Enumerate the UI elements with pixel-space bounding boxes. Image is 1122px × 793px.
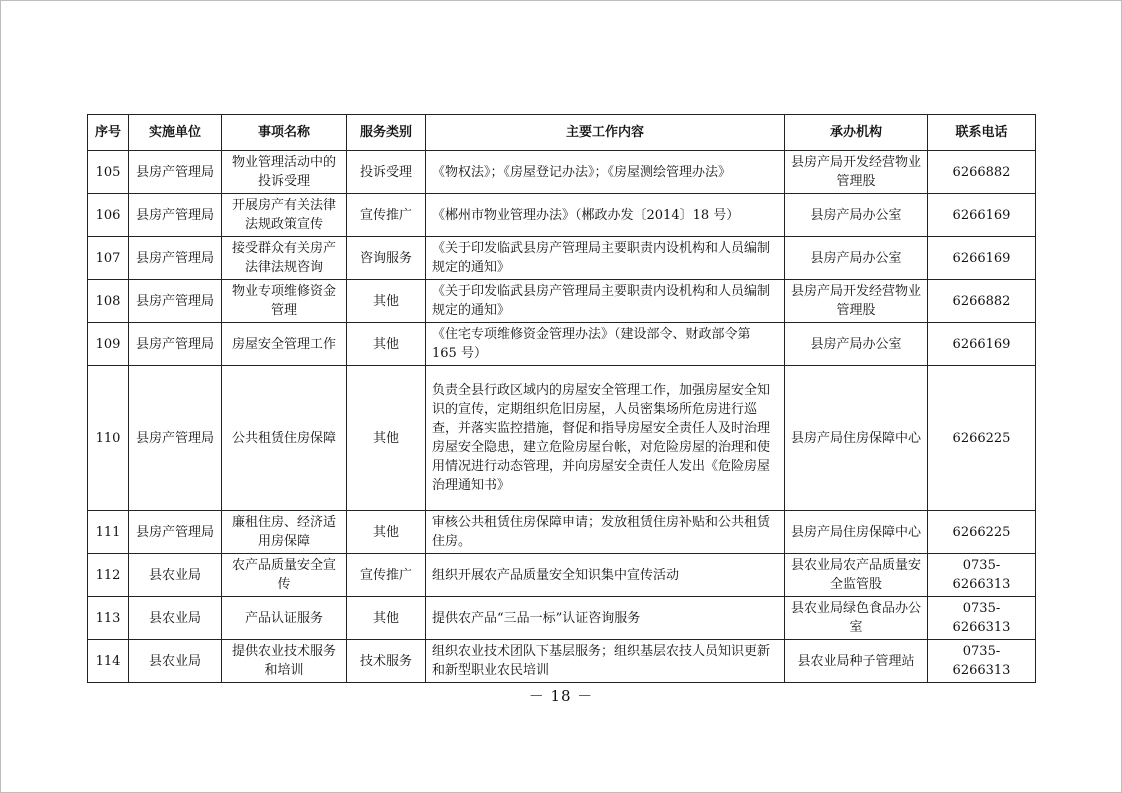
cell-content: 《物权法》；《房屋登记办法》；《房屋测绘管理办法》	[426, 151, 785, 194]
cell-org: 县农业局绿色食品办公室	[785, 597, 928, 640]
cell-item: 公共租赁住房保障	[222, 366, 347, 511]
cell-phone: 6266169	[928, 194, 1036, 237]
cell-unit: 县房产管理局	[129, 366, 222, 511]
cell-category: 投诉受理	[347, 151, 426, 194]
cell-item: 农产品质量安全宣传	[222, 554, 347, 597]
table-row	[88, 194, 1036, 237]
table-row	[88, 597, 1036, 640]
cell-org: 县房产局办公室	[785, 323, 928, 366]
header-item: 事项名称	[222, 115, 347, 151]
table-row	[88, 554, 1036, 597]
cell-no: 108	[88, 280, 129, 323]
cell-content: 《住宅专项维修资金管理办法》（建设部令、财政部令第 165 号）	[426, 323, 785, 366]
header-no: 序号	[88, 115, 129, 151]
cell-org: 县农业局农产品质量安全监管股	[785, 554, 928, 597]
cell-content: 组织农业技术团队下基层服务；组织基层农技人员知识更新和新型职业农民培训	[426, 640, 785, 683]
cell-unit: 县房产管理局	[129, 151, 222, 194]
cell-content: 《关于印发临武县房产管理局主要职责内设机构和人员编制规定的通知》	[426, 280, 785, 323]
table-row	[88, 323, 1036, 366]
header-phone: 联系电话	[928, 115, 1036, 151]
cell-org: 县房产局开发经营物业管理股	[785, 280, 928, 323]
table-row	[88, 511, 1036, 554]
service-table	[87, 114, 1036, 683]
cell-category: 其他	[347, 366, 426, 511]
cell-phone: 6266225	[928, 511, 1036, 554]
cell-category: 宣传推广	[347, 554, 426, 597]
cell-unit: 县房产管理局	[129, 323, 222, 366]
cell-category: 技术服务	[347, 640, 426, 683]
cell-phone: 6266169	[928, 237, 1036, 280]
cell-item: 房屋安全管理工作	[222, 323, 347, 366]
cell-item: 开展房产有关法律法规政策宣传	[222, 194, 347, 237]
cell-unit: 县房产管理局	[129, 280, 222, 323]
cell-content: 负责全县行政区域内的房屋安全管理工作，加强房屋安全知识的宣传，定期组织危旧房屋，人员密集场所危房进行巡查，并落实监控措施，督促和指导房屋安全责任人及时治理房屋安全隐患，建立危险房屋台帐，对危险房屋的治理和使用情况进行动态管理，并向房屋安全责任人发出《危险房屋治理通知书》	[426, 366, 785, 511]
cell-content: 审核公共租赁住房保障申请；发放租赁住房补贴和公共租赁住房。	[426, 511, 785, 554]
header-org: 承办机构	[785, 115, 928, 151]
cell-org: 县农业局种子管理站	[785, 640, 928, 683]
cell-unit: 县农业局	[129, 597, 222, 640]
cell-category: 其他	[347, 280, 426, 323]
cell-phone: 0735-6266313	[928, 597, 1036, 640]
cell-item: 接受群众有关房产法律法规咨询	[222, 237, 347, 280]
cell-category: 其他	[347, 511, 426, 554]
cell-no: 105	[88, 151, 129, 194]
table-row	[88, 280, 1036, 323]
cell-phone: 0735-6266313	[928, 554, 1036, 597]
table-row	[88, 151, 1036, 194]
table-row	[88, 237, 1036, 280]
cell-content: 《关于印发临武县房产管理局主要职责内设机构和人员编制规定的通知》	[426, 237, 785, 280]
cell-category: 咨询服务	[347, 237, 426, 280]
table-row	[88, 640, 1036, 683]
cell-org: 县房产局开发经营物业管理股	[785, 151, 928, 194]
cell-phone: 6266169	[928, 323, 1036, 366]
cell-no: 106	[88, 194, 129, 237]
cell-no: 112	[88, 554, 129, 597]
cell-org: 县房产局办公室	[785, 237, 928, 280]
cell-unit: 县农业局	[129, 640, 222, 683]
cell-org: 县房产局住房保障中心	[785, 366, 928, 511]
cell-no: 109	[88, 323, 129, 366]
header-unit: 实施单位	[129, 115, 222, 151]
cell-item: 廉租住房、经济适用房保障	[222, 511, 347, 554]
header-content: 主要工作内容	[426, 115, 785, 151]
cell-unit: 县房产管理局	[129, 511, 222, 554]
cell-no: 107	[88, 237, 129, 280]
cell-no: 114	[88, 640, 129, 683]
cell-item: 物业管理活动中的投诉受理	[222, 151, 347, 194]
table-row	[88, 366, 1036, 511]
cell-no: 110	[88, 366, 129, 511]
cell-phone: 6266225	[928, 366, 1036, 511]
cell-unit: 县房产管理局	[129, 194, 222, 237]
cell-category: 宣传推广	[347, 194, 426, 237]
cell-phone: 6266882	[928, 280, 1036, 323]
cell-phone: 0735-6266313	[928, 640, 1036, 683]
table-header-row	[88, 115, 1036, 151]
cell-item: 产品认证服务	[222, 597, 347, 640]
cell-unit: 县农业局	[129, 554, 222, 597]
cell-no: 113	[88, 597, 129, 640]
cell-org: 县房产局办公室	[785, 194, 928, 237]
cell-content: 提供农产品“三品一标”认证咨询服务	[426, 597, 785, 640]
cell-no: 111	[88, 511, 129, 554]
cell-category: 其他	[347, 597, 426, 640]
page-number: － 18 －	[528, 687, 594, 705]
cell-org: 县房产局住房保障中心	[785, 511, 928, 554]
cell-category: 其他	[347, 323, 426, 366]
cell-content: 《郴州市物业管理办法》（郴政办发〔2014〕18 号）	[426, 194, 785, 237]
cell-phone: 6266882	[928, 151, 1036, 194]
cell-content: 组织开展农产品质量安全知识集中宣传活动	[426, 554, 785, 597]
cell-item: 提供农业技术服务和培训	[222, 640, 347, 683]
cell-unit: 县房产管理局	[129, 237, 222, 280]
cell-item: 物业专项维修资金管理	[222, 280, 347, 323]
header-category: 服务类别	[347, 115, 426, 151]
